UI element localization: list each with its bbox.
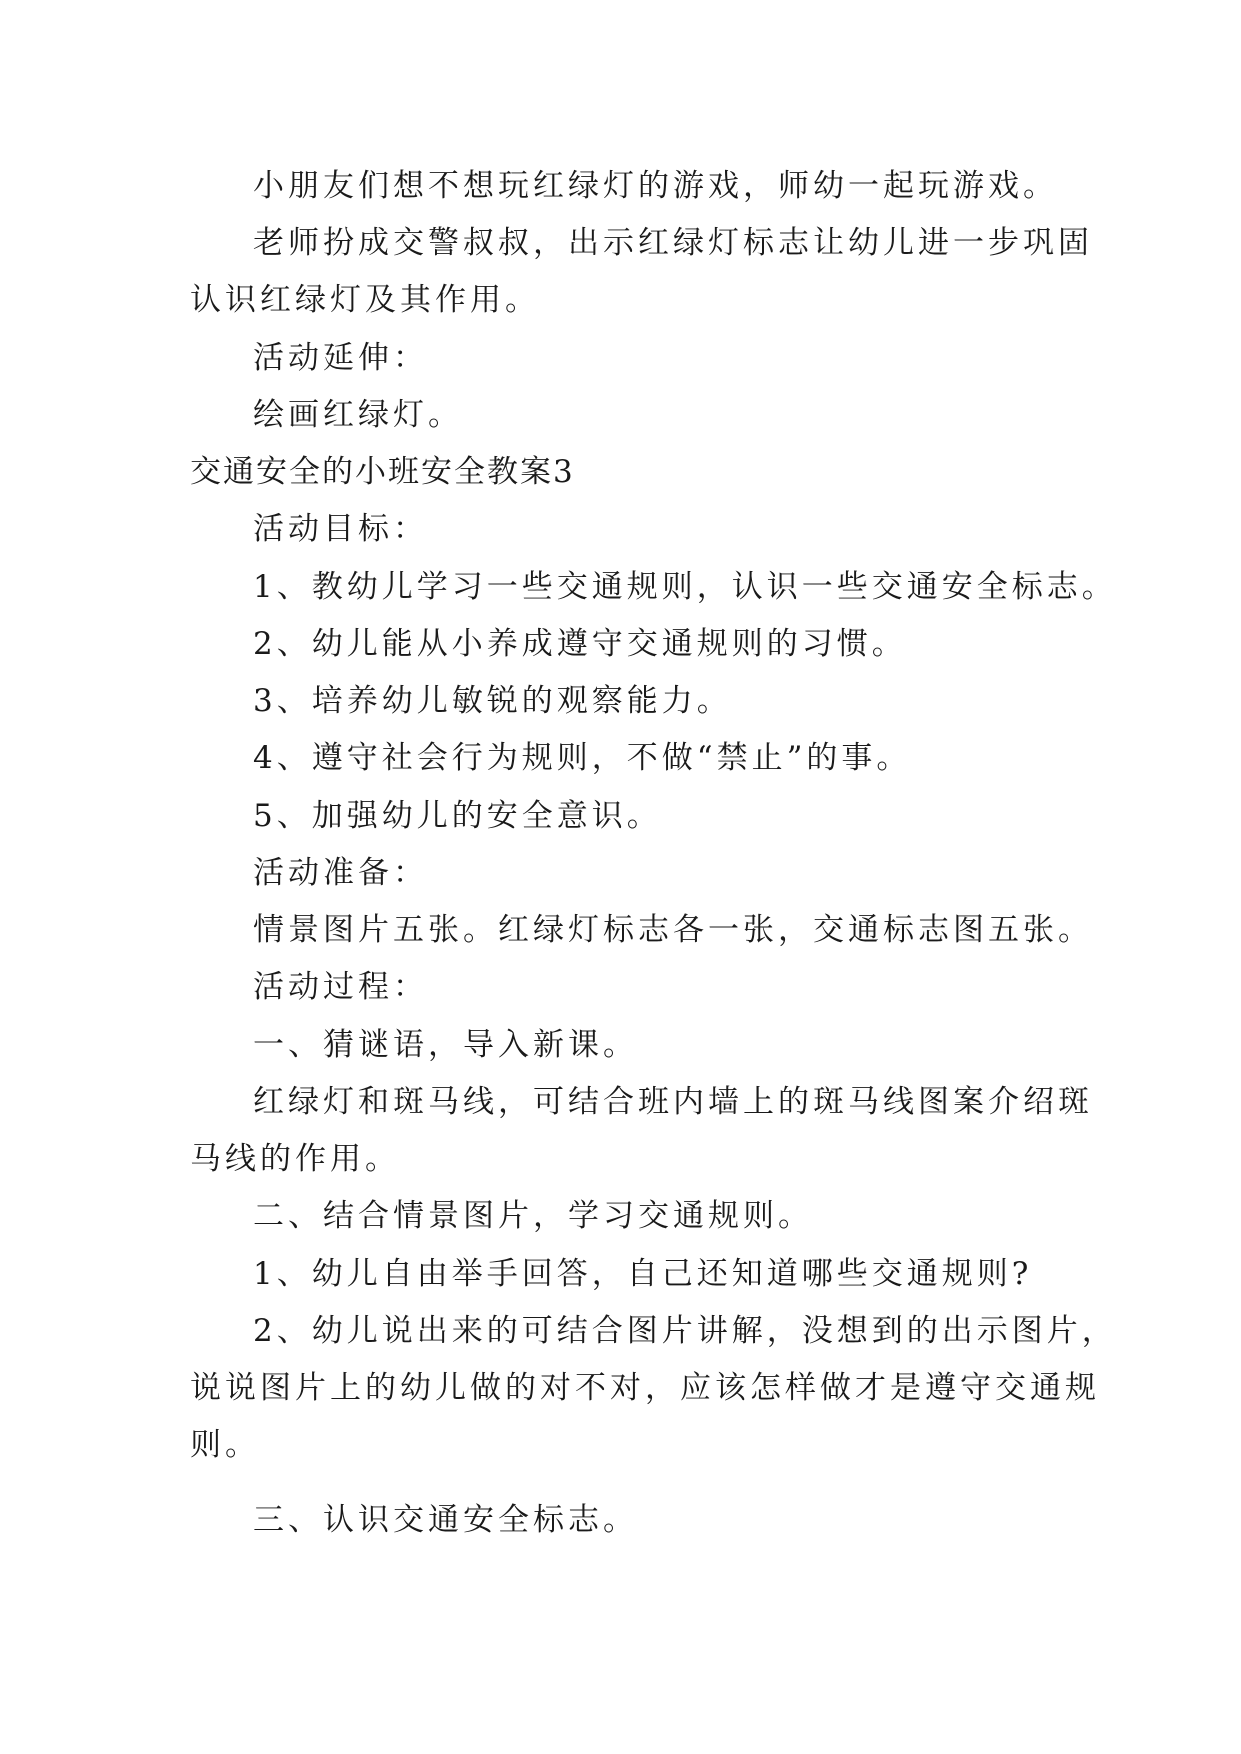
paragraph-line: 2、幼儿说出来的可结合图片讲解，没想到的出示图片， [253,1313,1117,1349]
paragraph-line: 红绿灯和斑马线，可结合班内墙上的斑马线图案介绍斑 [253,1084,1093,1120]
paragraph-line: 马线的作用。 [190,1141,400,1177]
paragraph-line: 一、猜谜语，导入新课。 [253,1027,638,1063]
paragraph-line: 二、结合情景图片，学习交通规则。 [253,1198,813,1234]
paragraph-line: 情景图片五张。红绿灯标志各一张，交通标志图五张。 [253,912,1093,948]
paragraph-line: 活动延伸： [253,340,428,376]
paragraph-line: 三、认识交通安全标志。 [253,1502,638,1538]
section-title: 交通安全的小班安全教案3 [190,454,575,490]
paragraph-line: 活动过程： [253,969,428,1005]
list-item: 1、教幼儿学习一些交通规则，认识一些交通安全标志。 [253,569,1117,605]
paragraph-line: 1、幼儿自由举手回答，自己还知道哪些交通规则? [253,1256,1033,1292]
paragraph-line: 老师扮成交警叔叔，出示红绿灯标志让幼儿进一步巩固 [253,225,1093,261]
list-item: 5、加强幼儿的安全意识。 [253,798,662,834]
list-item: 3、培养幼儿敏锐的观察能力。 [253,683,732,719]
paragraph-line: 则。 [190,1427,260,1463]
paragraph-line: 绘画红绿灯。 [253,397,463,433]
list-item: 2、幼儿能从小养成遵守交通规则的习惯。 [253,626,907,662]
list-item: 4、遵守社会行为规则，不做“禁止”的事。 [253,740,912,776]
paragraph-line: 活动准备： [253,855,428,891]
paragraph-line: 小朋友们想不想玩红绿灯的游戏，师幼一起玩游戏。 [253,168,1058,204]
paragraph-line: 认识红绿灯及其作用。 [190,282,540,318]
paragraph-line: 活动目标： [253,511,428,547]
paragraph-line: 说说图片上的幼儿做的对不对，应该怎样做才是遵守交通规 [190,1370,1100,1406]
